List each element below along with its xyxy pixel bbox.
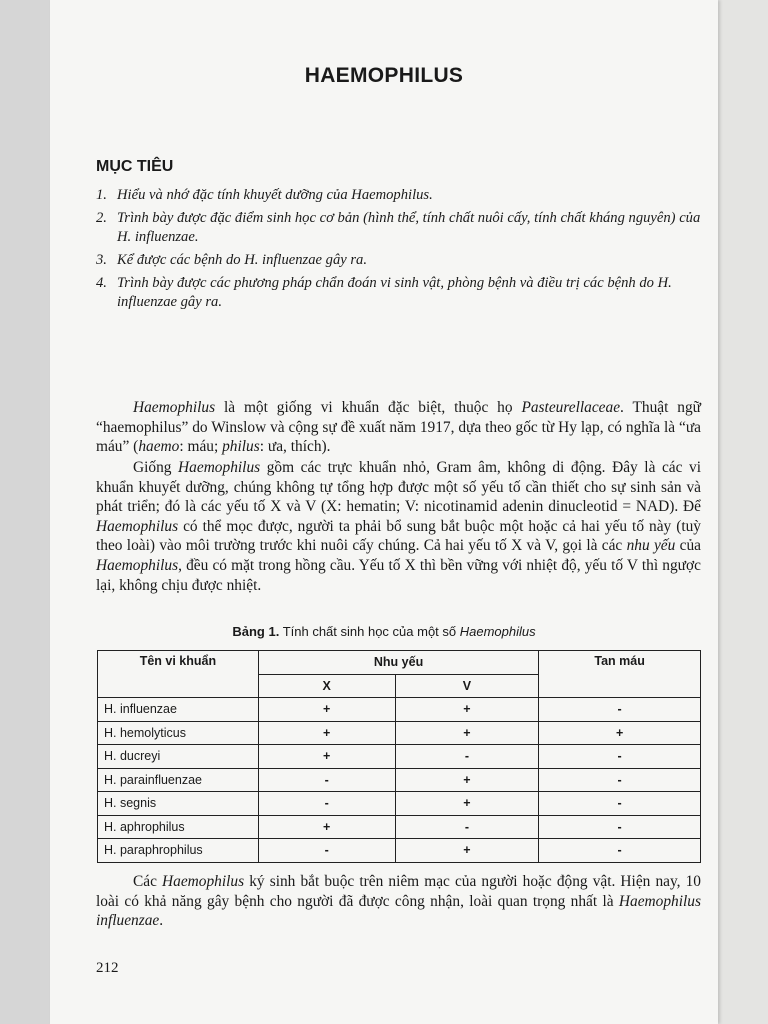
table-row (98, 721, 701, 745)
bacteria-name-cell: H. paraphrophilus (98, 839, 259, 863)
pathogenicity-paragraph (96, 872, 701, 931)
paragraph-text: , đều có mặt trong hồng cầu. Yếu tố X thì bền vững với nhiệt độ, yếu tố V thì ngược lại, không chịu được nhiệt. (96, 556, 701, 594)
objective-item (96, 186, 701, 205)
hemolysis-cell: - (539, 839, 701, 863)
factor-v-cell: + (395, 698, 539, 722)
scan-right-bleed (718, 0, 768, 1024)
term-italic: Haemophilus (162, 873, 245, 890)
objective-text: Hiểu và nhớ đặc tính khuyết dưỡng của Haemophilus. (117, 187, 433, 203)
factor-v-cell: - (395, 815, 539, 839)
table-caption-text: Tính chất sinh học của một số (279, 624, 460, 639)
header-factor-v: V (395, 674, 539, 698)
objectives-heading: MỤC TIÊU (96, 158, 174, 175)
paragraph-text: gồm các trực khuẩn nhỏ, Gram âm, không di động. Đây là các vi khuẩn khuyết dưỡng, chúng không tự tổng hợp được một số yếu tố cần thiết cho sự sinh sản và phát triển; đó là các yếu tố X và V (X: hematin; V: nicotinamid adenin dinucleotid = NAD). Để (96, 459, 701, 516)
factor-v-cell: + (395, 721, 539, 745)
bacteria-name-cell: H. ducreyi (98, 745, 259, 769)
factor-x-cell: + (258, 721, 395, 745)
factor-v-cell: + (395, 768, 539, 792)
bacteria-name-cell: H. parainfluenzae (98, 768, 259, 792)
paragraph-text: . Thuật ngữ “haemophilus” do Winslow và cộng sự đề xuất năm 1917, dựa theo gốc từ Hy lạp, có nghĩa là “ưa máu” ( (96, 399, 701, 456)
bacteria-name-cell: H. segnis (98, 792, 259, 816)
paragraph-text: là một giống vi khuẩn đặc biệt, thuộc họ (215, 399, 522, 416)
factor-v-cell: - (395, 745, 539, 769)
factor-x-cell: - (258, 792, 395, 816)
bacteria-name-cell: H. hemolyticus (98, 721, 259, 745)
paragraph-text: của (675, 537, 701, 555)
page-number: 212 (96, 960, 119, 976)
table-row (98, 698, 701, 722)
paragraph-text: có thể mọc được, người ta phải bổ sung bắt buộc một hoặc cả hai yếu tố này (tuỳ theo loài) vào môi trường trước khi nuôi cấy chúng. Cả hai yếu tố X và V, gọi là các (96, 517, 701, 555)
table-row (98, 839, 701, 863)
table-row (98, 768, 701, 792)
paragraph-text: ký sinh bắt buộc trên niêm mạc của người hoặc động vật. Hiện nay, 10 loài có khả năng gây bệnh cho người đã được công nhận, loài quan trọng nhất là (96, 873, 701, 910)
term-italic: Haemophilus (133, 399, 216, 416)
factor-x-cell: - (258, 839, 395, 863)
table-caption (50, 624, 718, 639)
term-italic: haemo (138, 438, 180, 456)
book-page (50, 0, 718, 1024)
objective-number: 4. (96, 275, 107, 291)
paragraph-text: : ưa, thích). (259, 438, 331, 456)
table-row (98, 815, 701, 839)
objective-text: Kể được các bệnh do H. influenzae gây ra. (117, 252, 368, 268)
term-italic: Haemophilus influenzae (96, 892, 701, 930)
hemolysis-cell: - (539, 792, 701, 816)
paragraph-text: . (159, 912, 164, 930)
objective-text: Trình bày được các phương pháp chẩn đoán vi sinh vật, phòng bệnh và điều trị các bệnh do H. influenzae gây ra. (117, 275, 672, 310)
factor-x-cell: + (258, 745, 395, 769)
term-italic: Haemophilus (178, 459, 261, 476)
hemolysis-cell: - (539, 745, 701, 769)
objective-item (96, 251, 701, 270)
objective-item (96, 209, 701, 247)
bacteria-name-cell: H. aphrophilus (98, 815, 259, 839)
objective-item (96, 274, 701, 312)
table-row (98, 745, 701, 769)
factor-x-cell: + (258, 698, 395, 722)
header-bacteria-name: Tên vi khuẩn (98, 651, 259, 698)
table-caption-italic: Haemophilus (459, 624, 536, 639)
scan-left-margin (0, 0, 50, 1024)
header-requirements: Nhu yếu (258, 651, 538, 675)
table-row (98, 792, 701, 816)
factor-x-cell: + (258, 815, 395, 839)
hemolysis-cell: - (539, 815, 701, 839)
bacteria-properties-table (97, 650, 701, 863)
paragraph-text: Giống (133, 459, 179, 476)
objective-number: 3. (96, 252, 107, 268)
hemolysis-cell: - (539, 698, 701, 722)
bacteria-name-cell: H. influenzae (98, 698, 259, 722)
factor-x-cell: - (258, 768, 395, 792)
intro-paragraph (96, 398, 701, 457)
hemolysis-cell: + (539, 721, 701, 745)
paragraph-text: Các (133, 873, 163, 890)
objective-number: 1. (96, 187, 107, 203)
genus-paragraph (96, 458, 701, 595)
page-title: HAEMOPHILUS (304, 64, 464, 87)
term-italic: philus (222, 438, 260, 456)
table-caption-label: Bảng 1. (232, 624, 280, 639)
objectives-list (96, 186, 701, 316)
term-italic: nhu yếu (626, 537, 676, 555)
term-italic: Haemophilus (96, 517, 179, 535)
hemolysis-cell: - (539, 768, 701, 792)
objective-text: Trình bày được đặc điểm sinh học cơ bản (hình thể, tính chất nuôi cấy, tính chất kháng nguyên) của H. influenzae. (117, 210, 701, 245)
term-italic: Pasteurellaceae (521, 399, 621, 416)
header-hemolysis: Tan máu (539, 651, 701, 698)
header-factor-x: X (258, 674, 395, 698)
factor-v-cell: + (395, 792, 539, 816)
objective-number: 2. (96, 210, 107, 226)
term-italic: Haemophilus (96, 556, 179, 574)
paragraph-text: : máu; (179, 438, 223, 456)
factor-v-cell: + (395, 839, 539, 863)
